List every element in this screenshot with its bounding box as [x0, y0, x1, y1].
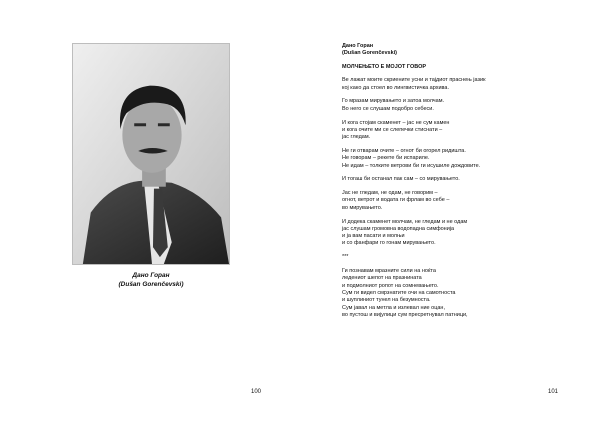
poem-text [342, 43, 562, 319]
right-page [300, 0, 600, 423]
poem-line: И тогаш би останал пак сам – со мирувањето. [342, 176, 460, 183]
poem-line: Ги познавам мразните сили на ноќта [342, 268, 436, 275]
poem-stanza [342, 77, 562, 92]
poem-line: и кога очите ми се слепечки стиснати – [342, 126, 443, 133]
poem-line: Не идам – толките ветрови би ги исушиле дождовите. [342, 162, 481, 169]
poem-title: МОЛЧЕЊЕТО Е МОЈОТ ГОВОР [342, 63, 427, 70]
poem-stanza [342, 190, 562, 212]
poem-line: јас слушам громовна водопадна симфонија [342, 225, 455, 232]
poem-stanzas [342, 77, 562, 319]
poem-line: Сум ги видел смрзнатите очи на самотноста [342, 289, 456, 296]
poem-stanza [342, 148, 562, 170]
poem-line: огнот, ветрот и водата ги фрлам во себе – [342, 197, 450, 204]
poem-stanza [342, 254, 562, 261]
poem-line: и подмолниот ропот на сомневањето. [342, 282, 439, 289]
author-latin-name: (Dušan Gorenčevski) [342, 50, 398, 57]
poem-line: Јас не гледам, не одам, не говорим – [342, 190, 438, 197]
poem-line: Сум јавал на метла и излевал ние оцан, [342, 304, 445, 311]
poem-line: и шуплиниот тунел на безумноста. [342, 297, 431, 304]
poem-line: ледениот шепот на празнината [342, 275, 422, 282]
poem-line: кој како да стоел во лингвистичка архива. [342, 84, 450, 91]
poem-line: Ве лажат моите скриените усни и тајдиот праснењ јазик [342, 77, 486, 84]
poem-stanza [342, 176, 562, 183]
page-number-left: 100 [251, 389, 262, 395]
poem-line: И додека скаменет молчам, не гледам и не одам [342, 218, 468, 225]
poem-stanza [342, 219, 562, 248]
caption-name: Дано Горан [132, 272, 170, 279]
poem-line: Во него се слушам подобро себеси. [342, 105, 434, 112]
caption-latin-name: (Dušan Gorenčevski) [118, 280, 184, 288]
page-number-right: 101 [548, 389, 559, 395]
poem-line: и ја вам пасати и молњи [342, 233, 405, 240]
photo-caption [72, 272, 230, 289]
poem-stanza [342, 120, 562, 142]
poem-stanza [342, 98, 562, 113]
author-photo [72, 43, 230, 265]
poem-line: Го мразам мирувањето и затоа молчам. [342, 98, 445, 105]
author-portrait-image [73, 44, 229, 264]
poem-line: Не говорам – рекете би испариле. [342, 155, 430, 162]
author-heading [342, 43, 562, 58]
poem-stanza [342, 268, 562, 319]
poem-line: во пустош и вијулици сум пресретнувал патници, [342, 311, 468, 318]
poem-line: во мирувањето. [342, 204, 383, 211]
author-name: Дано Горан [342, 43, 374, 49]
poem-line: Не ги отварам очите – огнот би огорел ридишта. [342, 147, 466, 154]
poem-line: *** [342, 254, 349, 261]
poem-line: и со фанфари го гонам мирувањето. [342, 240, 436, 247]
poem-line: И кога стојам скаменет – јас не сум камен [342, 119, 450, 126]
poem-line: јас гледам. [342, 134, 371, 141]
